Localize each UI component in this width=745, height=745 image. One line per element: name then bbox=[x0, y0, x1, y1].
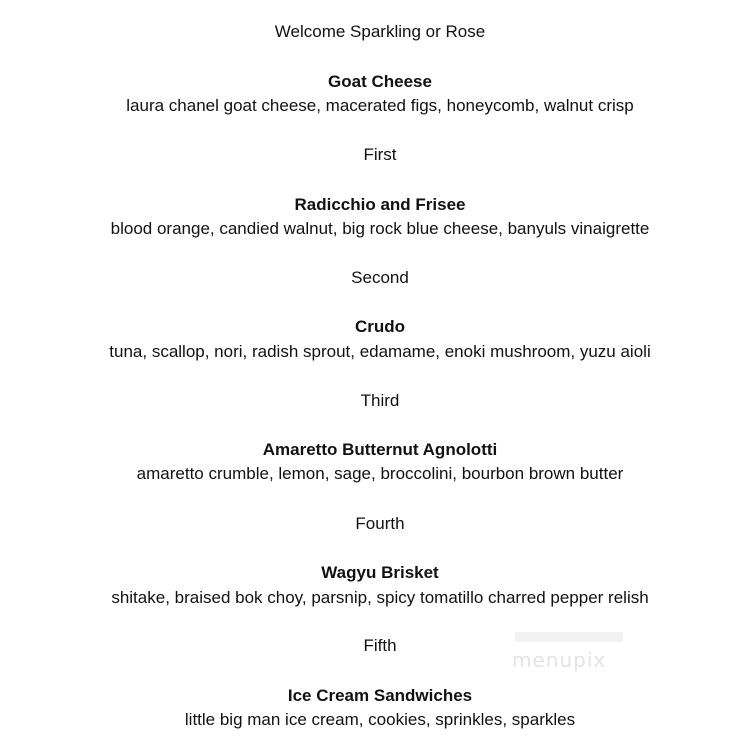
course-label-fifth: Fifth bbox=[363, 636, 397, 655]
dish-description-radicchio: blood orange, candied walnut, big rock blue cheese, banyuls vinaigrette bbox=[110, 219, 650, 238]
dish-description-ice-cream: little big man ice cream, cookies, sprinkles, sparkles bbox=[184, 710, 576, 729]
dish-title-crudo: Crudo bbox=[354, 317, 406, 336]
watermark-backdrop bbox=[515, 632, 623, 642]
dish-description-goat-cheese: laura chanel goat cheese, macerated figs, honeycomb, walnut crisp bbox=[126, 96, 634, 115]
dish-title-radicchio: Radicchio and Frisee bbox=[294, 195, 466, 214]
course-label-third: Third bbox=[360, 391, 400, 410]
watermark-logo: menupix bbox=[512, 648, 607, 672]
dish-description-crudo: tuna, scallop, nori, radish sprout, edamame, enoki mushroom, yuzu aioli bbox=[109, 342, 651, 361]
course-label-first: First bbox=[363, 145, 397, 164]
welcome-drink: Welcome Sparkling or Rose bbox=[274, 22, 486, 41]
course-label-fourth: Fourth bbox=[355, 514, 405, 533]
dish-title-ice-cream: Ice Cream Sandwiches bbox=[287, 686, 473, 705]
dish-description-agnolotti: amaretto crumble, lemon, sage, broccolini, bourbon brown butter bbox=[136, 464, 624, 483]
dish-description-wagyu: shitake, braised bok choy, parsnip, spicy tomatillo charred pepper relish bbox=[111, 588, 649, 607]
dish-title-agnolotti: Amaretto Butternut Agnolotti bbox=[262, 440, 498, 459]
dish-title-goat-cheese: Goat Cheese bbox=[328, 72, 432, 91]
dish-title-wagyu: Wagyu Brisket bbox=[321, 563, 439, 582]
course-label-second: Second bbox=[351, 268, 409, 287]
